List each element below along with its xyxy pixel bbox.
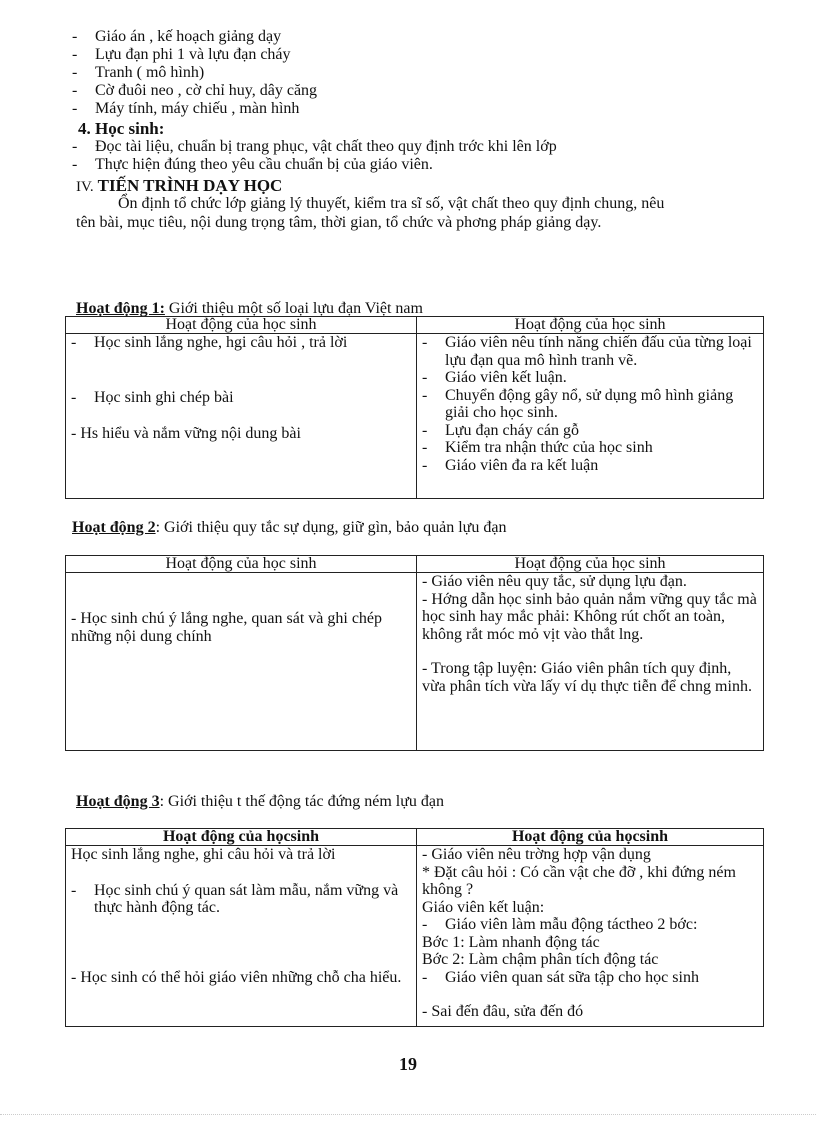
- list-item: - Đọc tài liệu, chuẩn bị trang phục, vật chất theo quy định trớc khi lên lớp: [72, 138, 557, 155]
- list-item: - Chuyển động gây nổ, sử dụng mô hình giảng giải cho học sinh.: [422, 386, 734, 421]
- list-item: Bớc 2: Làm chậm phân tích động tác: [422, 951, 659, 968]
- list-item: - Hớng dẫn học sinh bảo quản nắm vững quy tắc mà học sinh hay mắc phải: Không rút chốt an toàn, không rắt móc mỏ vịt vào thắt lng.: [422, 590, 757, 643]
- list-item: - Hs hiểu và nắm vững nội dung bài: [71, 425, 301, 442]
- column-header: Hoạt động của họcsinh: [417, 829, 764, 846]
- activity-2-label: Hoạt động 2: [72, 519, 156, 536]
- activity-2-heading: [72, 519, 506, 537]
- teacher-activity-cell: [417, 573, 764, 751]
- activity-1-title: Giới thiệu một số loại lựu đạn Việt nam: [164, 300, 423, 317]
- list-item: - Giáo viên nêu trờng hợp vận dụng: [422, 846, 651, 863]
- list-item: - Trong tập luyện: Giáo viên phân tích quy định, vừa phân tích vừa lấy ví dụ thực tiễn để chng minh.: [422, 660, 752, 695]
- student-activity-cell: [66, 573, 417, 751]
- student-activity-cell: [66, 334, 417, 499]
- teacher-prep-list: [72, 28, 317, 118]
- student-heading: 4. Học sinh:: [78, 119, 165, 138]
- table-row: [66, 573, 764, 751]
- activity-3-heading: [76, 793, 444, 811]
- table-header-row: [66, 556, 764, 573]
- list-item: - Giáo viên quan sát sữa tập cho học sinh: [422, 968, 699, 986]
- section-roman: IV.: [76, 179, 94, 195]
- list-item: - Sai đến đâu, sửa đến đó: [422, 1003, 584, 1020]
- list-item: - Máy tính, máy chiếu , màn hình: [72, 100, 300, 117]
- student-activity-cell: [66, 846, 417, 1027]
- list-item: - Cờ đuôi neo , cờ chỉ huy, dây căng: [72, 82, 318, 99]
- list-item: * Đặt câu hỏi : Có cần vật che đỡ , khi đứng ném không ?: [422, 863, 736, 898]
- list-item: - Giáo viên kết luận.: [422, 369, 567, 386]
- list-item: - Kiểm tra nhận thức của học sinh: [422, 439, 653, 456]
- section-intro-line1: Ổn định tổ chức lớp giảng lý thuyết, kiểm tra sĩ số, vật chất theo quy định chung, nêu: [118, 195, 665, 212]
- list-item: - Giáo viên nêu tính năng chiến đấu của từng loại lựu đạn qua mô hình tranh vẽ.: [422, 334, 752, 369]
- teacher-activity-cell: [417, 846, 764, 1027]
- list-item: - Học sinh chú ý lắng nghe, quan sát và ghi chép những nội dung chính: [71, 610, 383, 645]
- list-item: - Tranh ( mô hình): [72, 64, 205, 81]
- list-item: Học sinh lắng nghe, ghi câu hỏi và trả lời: [71, 846, 336, 863]
- activity-2-title: : Giới thiệu quy tắc sự dụng, giữ gìn, bảo quản lựu đạn: [155, 519, 507, 536]
- section-heading: [76, 176, 282, 196]
- list-item: - Giáo viên nêu quy tắc, sử dụng lựu đạn.: [422, 573, 687, 590]
- column-header: Hoạt động của họcsinh: [66, 829, 417, 846]
- activity-3-label: Hoạt động 3: [76, 793, 160, 810]
- teacher-activity-cell: [417, 334, 764, 499]
- section-intro-line2: tên bài, mục tiêu, nội dung trọng tâm, thời gian, tổ chức và phơng pháp giảng dạy.: [76, 214, 602, 231]
- table-header-row: [66, 829, 764, 846]
- column-header: Hoạt động của học sinh: [66, 556, 417, 573]
- table-row: [66, 846, 764, 1027]
- list-item: - Học sinh ghi chép bài: [71, 388, 234, 406]
- list-item: - Giáo viên làm mẫu động táctheo 2 bớc:: [422, 916, 698, 933]
- table-row: [66, 334, 764, 499]
- page-number: 19: [399, 1054, 417, 1074]
- activity-3-title: : Giới thiệu t thế động tác đứng ném lựu đạn: [159, 793, 444, 810]
- list-item: - Học sinh có thể hỏi giáo viên những chỗ cha hiểu.: [71, 968, 402, 986]
- list-item: Giáo viên kết luận:: [422, 898, 545, 916]
- list-item: Bớc 1: Làm nhanh động tác: [422, 933, 600, 951]
- column-header: Hoạt động của học sinh: [66, 317, 417, 334]
- activity-1-label: Hoạt động 1:: [76, 300, 165, 317]
- student-prep-list: [72, 138, 557, 174]
- list-item: - Lựu đạn phi 1 và lựu đạn cháy: [72, 46, 291, 63]
- column-header: Hoạt động của học sinh: [417, 317, 764, 334]
- list-item: - Học sinh chú ý quan sát làm mẫu, nắm vững và thực hành động tác.: [71, 881, 399, 916]
- list-item: - Giáo án , kế hoạch giảng dạy: [72, 28, 282, 45]
- activity-3-table: [65, 828, 764, 1027]
- list-item: - Thực hiện đúng theo yêu cầu chuẩn bị của giáo viên.: [72, 156, 433, 173]
- list-item: - Lựu đạn cháy cán gỗ: [422, 421, 579, 439]
- table-header-row: [66, 317, 764, 334]
- page-bottom-divider: [0, 1114, 816, 1115]
- activity-1-table: [65, 316, 764, 499]
- column-header: Hoạt động của học sinh: [417, 556, 764, 573]
- section-title: TIẾN TRÌNH DẠY HỌC: [97, 176, 283, 195]
- activity-2-table: [65, 555, 764, 751]
- list-item: - Giáo viên đa ra kết luận: [422, 456, 599, 474]
- list-item: - Học sinh lắng nghe, hgi câu hỏi , trả lời: [71, 334, 348, 351]
